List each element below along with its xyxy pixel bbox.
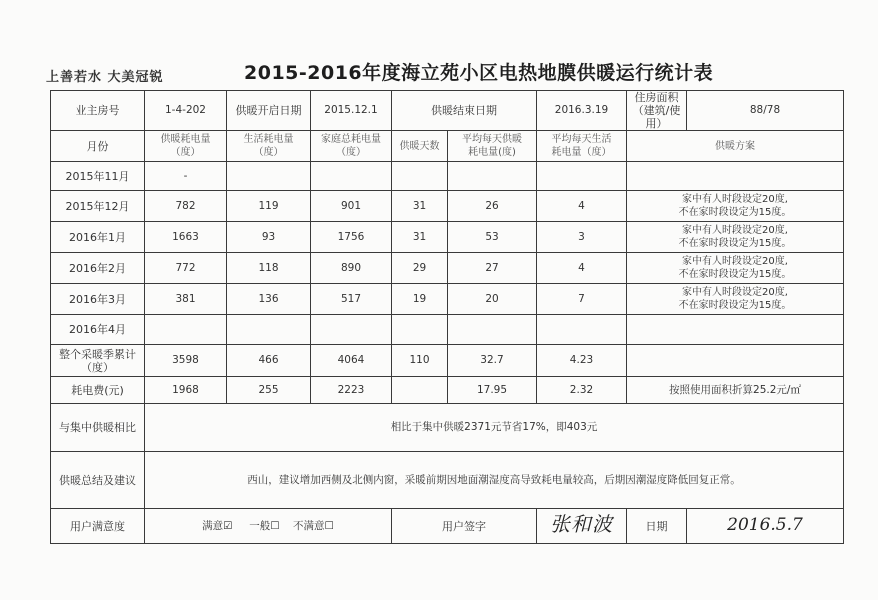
living-header-line1: 生活耗电量 xyxy=(243,134,294,145)
plan-line1: 家中有人时段设定20度, xyxy=(682,194,788,205)
cost-plan: 按照使用面积折算25.2元/㎡ xyxy=(627,377,844,404)
summary-row xyxy=(51,452,844,509)
handwritten-date: 2016.5.7 xyxy=(727,514,803,535)
cost-row xyxy=(51,377,844,404)
compare-text: 相比于集中供暖2371元节省17%，即403元 xyxy=(145,404,844,452)
days-cell: 31 xyxy=(392,191,448,222)
cumulative-avg-living: 4.23 xyxy=(537,345,627,377)
cumulative-row xyxy=(51,345,844,377)
heating-header-line1: 供暖耗电量 xyxy=(160,134,211,145)
total-cell: 517 xyxy=(311,284,392,315)
avg-heating-cell xyxy=(448,162,537,191)
avg-heating-header-line1: 平均每天供暖 xyxy=(462,134,522,145)
table-row xyxy=(51,253,844,284)
total-header-line1: 家庭总耗电量 xyxy=(321,134,381,145)
living-cell: 119 xyxy=(227,191,311,222)
cost-living: 255 xyxy=(227,377,311,404)
owner-value: 1-4-202 xyxy=(145,91,227,131)
avg-heating-cell: 27 xyxy=(448,253,537,284)
owner-label: 业主房号 xyxy=(51,91,145,131)
month-cell: 2015年12月 xyxy=(51,191,145,222)
plan-line2: 不在家时段设定为15度。 xyxy=(678,207,792,218)
cumulative-label-line2: （度） xyxy=(81,360,114,374)
plan-cell xyxy=(627,315,844,345)
cumulative-heating: 3598 xyxy=(145,345,227,377)
avg-living-cell: 3 xyxy=(537,222,627,253)
avg-living-cell xyxy=(537,162,627,191)
end-date-label: 供暖结束日期 xyxy=(392,91,537,131)
avg-living-header-line2: 耗电量（度） xyxy=(551,147,612,158)
heating-cell: 1663 xyxy=(145,222,227,253)
living-header xyxy=(227,131,311,162)
total-cell: 901 xyxy=(311,191,392,222)
days-cell: 29 xyxy=(392,253,448,284)
cumulative-avg-heating: 32.7 xyxy=(448,345,537,377)
avg-heating-cell xyxy=(448,315,537,345)
avg-living-header-line1: 平均每天生活 xyxy=(551,134,612,145)
compare-row xyxy=(51,404,844,452)
avg-heating-cell: 53 xyxy=(448,222,537,253)
area-label-line1: 住房面积 xyxy=(634,91,679,104)
total-cell: 1756 xyxy=(311,222,392,253)
avg-heating-header xyxy=(448,131,537,162)
area-label xyxy=(627,91,687,131)
living-cell: 118 xyxy=(227,253,311,284)
living-cell xyxy=(227,162,311,191)
satisfaction-row xyxy=(51,509,844,544)
heating-cell: 772 xyxy=(145,253,227,284)
month-header: 月份 xyxy=(51,131,145,162)
avg-heating-cell: 20 xyxy=(448,284,537,315)
avg-living-cell xyxy=(537,315,627,345)
total-cell: 890 xyxy=(311,253,392,284)
plan-cell xyxy=(627,253,844,284)
total-header-line2: （度） xyxy=(336,147,366,158)
table-row xyxy=(51,315,844,345)
days-cell xyxy=(392,315,448,345)
heating-cell: 782 xyxy=(145,191,227,222)
table-row xyxy=(51,222,844,253)
total-cell xyxy=(311,315,392,345)
avg-heating-cell: 26 xyxy=(448,191,537,222)
company-motto: 上善若水 大美冠锐 xyxy=(46,70,164,85)
option-average: 一般☐ xyxy=(249,519,280,532)
cost-avg-heating: 17.95 xyxy=(448,377,537,404)
heating-header-line2: （度） xyxy=(170,147,201,158)
area-label-line2: （建筑/使用） xyxy=(632,104,681,130)
cost-total: 2223 xyxy=(311,377,392,404)
avg-living-header xyxy=(537,131,627,162)
cumulative-total: 4064 xyxy=(311,345,392,377)
total-header xyxy=(311,131,392,162)
plan-line1: 家中有人时段设定20度, xyxy=(682,256,788,267)
page-title: 2015-2016年度海立苑小区电热地膜供暖运行统计表 xyxy=(244,62,714,84)
plan-line2: 不在家时段设定为15度。 xyxy=(678,269,792,280)
living-cell: 93 xyxy=(227,222,311,253)
end-date-value: 2016.3.19 xyxy=(537,91,627,131)
cumulative-living: 466 xyxy=(227,345,311,377)
days-cell: 31 xyxy=(392,222,448,253)
summary-text: 西山，建议增加西侧及北侧内窗，采暖前期因地面潮湿度高导致耗电量较高，后期因潮湿度降低回复正常。 xyxy=(145,452,844,509)
date-cell xyxy=(687,509,844,544)
plan-cell xyxy=(627,191,844,222)
month-cell: 2016年2月 xyxy=(51,253,145,284)
info-row xyxy=(51,91,844,131)
header-row xyxy=(51,131,844,162)
cumulative-days: 110 xyxy=(392,345,448,377)
table-row xyxy=(51,284,844,315)
avg-living-cell: 4 xyxy=(537,253,627,284)
month-cell: 2015年11月 xyxy=(51,162,145,191)
heating-cell: 381 xyxy=(145,284,227,315)
satisfaction-options xyxy=(145,509,392,544)
cost-avg-living: 2.32 xyxy=(537,377,627,404)
table-row xyxy=(51,162,844,191)
cumulative-label xyxy=(51,345,145,377)
month-cell: 2016年4月 xyxy=(51,315,145,345)
statistics-table xyxy=(50,90,844,544)
avg-living-cell: 4 xyxy=(537,191,627,222)
cumulative-plan xyxy=(627,345,844,377)
option-unsatisfied: 不满意☐ xyxy=(292,519,334,532)
heating-cell: - xyxy=(145,162,227,191)
plan-header: 供暖方案 xyxy=(627,131,844,162)
avg-living-cell: 7 xyxy=(537,284,627,315)
option-satisfied: 满意☑ xyxy=(202,519,233,532)
plan-line1: 家中有人时段设定20度, xyxy=(682,287,788,298)
area-value: 88/78 xyxy=(687,91,844,131)
satisfaction-label: 用户满意度 xyxy=(51,509,145,544)
cost-label: 耗电费(元) xyxy=(51,377,145,404)
plan-line2: 不在家时段设定为15度。 xyxy=(678,238,792,249)
living-header-line2: （度） xyxy=(253,147,284,158)
start-date-value: 2015.12.1 xyxy=(311,91,392,131)
cost-days xyxy=(392,377,448,404)
table-row xyxy=(51,191,844,222)
month-cell: 2016年3月 xyxy=(51,284,145,315)
plan-line1: 家中有人时段设定20度, xyxy=(682,225,788,236)
plan-line2: 不在家时段设定为15度。 xyxy=(678,300,792,311)
heating-header xyxy=(145,131,227,162)
summary-label: 供暖总结及建议 xyxy=(51,452,145,509)
cumulative-label-line1: 整个采暖季累计 xyxy=(59,347,136,361)
living-cell xyxy=(227,315,311,345)
start-date-label: 供暖开启日期 xyxy=(227,91,311,131)
plan-cell xyxy=(627,284,844,315)
handwritten-signature: 张和波 xyxy=(550,511,613,536)
cost-heating: 1968 xyxy=(145,377,227,404)
signature-cell xyxy=(537,509,627,544)
heating-cell xyxy=(145,315,227,345)
living-cell: 136 xyxy=(227,284,311,315)
days-cell xyxy=(392,162,448,191)
month-cell: 2016年1月 xyxy=(51,222,145,253)
days-header: 供暖天数 xyxy=(392,131,448,162)
compare-label: 与集中供暖相比 xyxy=(51,404,145,452)
avg-heating-header-line2: 耗电量(度) xyxy=(468,147,516,158)
plan-cell xyxy=(627,222,844,253)
total-cell xyxy=(311,162,392,191)
date-label: 日期 xyxy=(627,509,687,544)
days-cell: 19 xyxy=(392,284,448,315)
sign-label: 用户签字 xyxy=(392,509,537,544)
plan-cell xyxy=(627,162,844,191)
